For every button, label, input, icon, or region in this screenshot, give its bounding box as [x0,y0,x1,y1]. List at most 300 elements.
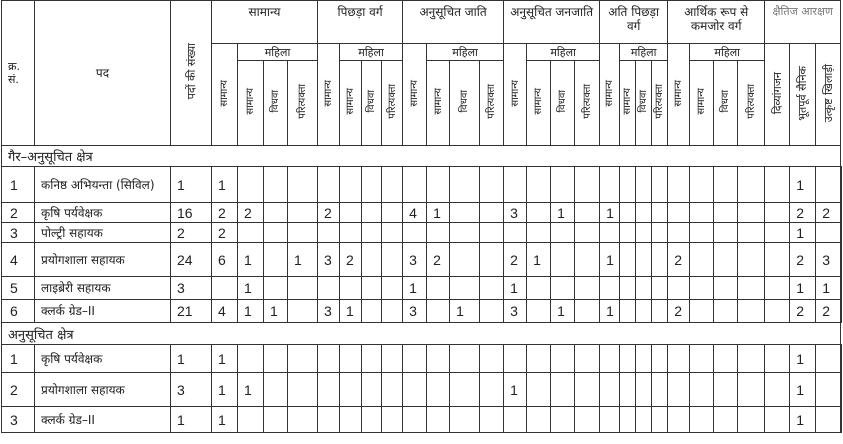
col-mahila: महिला [238,44,318,61]
post-count-cell: 3 [171,277,212,300]
table-row [2,373,842,407]
count-cell [636,223,652,243]
count-cell [668,373,690,407]
count-cell [841,167,842,203]
count-cell [362,407,382,433]
post-cell: प्रयोगशाला सहायक [35,373,171,407]
count-cell [382,373,403,407]
count-cell: 2 [238,203,264,223]
count-cell: 6 [212,243,238,277]
serial-cell: 6 [2,300,35,323]
count-cell [690,345,714,373]
count-cell [264,407,288,433]
count-cell [765,167,790,203]
count-cell [238,407,264,433]
count-cell [450,167,480,203]
count-cell [527,167,551,203]
count-cell: 2 [790,243,816,277]
count-cell [382,223,403,243]
count-cell [362,373,382,407]
count-cell [636,373,652,407]
count-cell [816,223,841,243]
count-cell [765,345,790,373]
count-cell [527,203,551,223]
col-sportsperson: उत्कृष्ट खिलाड़ी [816,44,841,146]
group-general: सामान्य [212,1,318,44]
post-cell: कनिष्ठ अभियन्ता (सिविल) [35,167,171,203]
count-cell: 1 [212,373,238,407]
count-cell: 4 [403,203,427,223]
count-cell [738,345,765,373]
col-abandoned: परित्यक्ता [480,61,504,146]
count-cell [403,345,427,373]
count-cell [450,373,480,407]
count-cell: 2 [668,243,690,277]
post-cell: प्रयोगशाला सहायक [35,243,171,277]
count-cell: 1 [600,243,620,277]
count-cell: 1 [790,345,816,373]
count-cell [714,373,738,407]
count-cell [841,300,842,323]
col-mahila: महिला [340,44,403,61]
col-mahila: महिला [527,44,600,61]
count-cell [480,223,504,243]
table-body [2,146,842,433]
count-cell [841,277,842,300]
count-cell [480,167,504,203]
col-abandoned: परित्यक्ता [575,61,600,146]
count-cell: 1 [600,300,620,323]
count-cell [620,373,636,407]
count-cell [362,203,382,223]
count-cell: 1 [238,300,264,323]
count-cell [620,203,636,223]
count-cell [620,345,636,373]
col-ex-servicemen: भूतपूर्व सैनिक [790,44,816,146]
count-cell: 1 [816,277,841,300]
count-cell [575,407,600,433]
col-samanya: सामान्य [403,44,427,146]
count-cell: 2 [816,203,841,223]
count-cell [690,300,714,323]
count-cell [841,243,842,277]
count-cell [238,167,264,203]
count-cell [620,277,636,300]
col-widow: विधवा [636,61,652,146]
count-cell [527,407,551,433]
count-cell [636,407,652,433]
col-mahila: महिला [690,44,765,61]
count-cell [427,373,450,407]
count-cell: 1 [212,407,238,433]
count-cell [340,167,362,203]
count-cell [738,167,765,203]
count-cell [600,167,620,203]
count-cell [318,373,340,407]
serial-cell: 1 [2,167,35,203]
count-cell [527,373,551,407]
count-cell [714,300,738,323]
count-cell [714,277,738,300]
post-count-header: पदों की संख्या [171,1,212,146]
count-cell [427,223,450,243]
count-cell: 1 [238,277,264,300]
count-cell: 3 [403,300,427,323]
count-cell [636,243,652,277]
count-cell [600,277,620,300]
count-cell [427,300,450,323]
count-cell: 1 [551,300,575,323]
count-cell [636,277,652,300]
count-cell [340,373,362,407]
count-cell [714,407,738,433]
col-mahila: महिला [427,44,504,61]
serial-cell: 5 [2,277,35,300]
count-cell [340,203,362,223]
col-mahila: महिला [620,44,668,61]
count-cell [652,373,668,407]
section-title: गैर–अनुसूचित क्षेत्र [2,146,841,167]
count-cell: 1 [551,203,575,223]
count-cell [318,223,340,243]
count-cell [816,373,841,407]
col-mahila-samanya: सामान्य [238,61,264,146]
count-cell [382,407,403,433]
count-cell [450,345,480,373]
col-samanya: सामान्य [504,44,527,146]
count-cell [340,277,362,300]
count-cell [504,223,527,243]
table-row [2,223,842,243]
count-cell: 1 [600,203,620,223]
count-cell [738,407,765,433]
group-sc: अनुसूचित जाति [403,1,504,44]
count-cell [668,407,690,433]
count-cell [264,203,288,223]
count-cell [690,203,714,223]
count-cell [450,223,480,243]
count-cell [288,203,318,223]
count-cell [450,203,480,223]
section-title: अनुसूचित क्षेत्र [2,323,841,345]
count-cell [765,277,790,300]
post-count-cell: 16 [171,203,212,223]
count-cell [382,277,403,300]
count-cell [362,223,382,243]
serial-cell: 2 [2,203,35,223]
count-cell: 2 [668,300,690,323]
count-cell [504,345,527,373]
count-cell [714,167,738,203]
count-cell: 1 [238,373,264,407]
table-row [2,407,842,433]
col-samanya: सामान्य [600,44,620,146]
count-cell [238,345,264,373]
post-cell: कृषि पर्यवेक्षक [35,203,171,223]
post-count-cell: 1 [171,167,212,203]
count-cell [264,223,288,243]
count-cell [450,277,480,300]
count-cell [841,407,842,433]
count-cell: 1 [427,203,450,223]
count-cell [714,223,738,243]
count-cell [264,167,288,203]
col-abandoned: परित्यक्ता [382,61,403,146]
count-cell [288,373,318,407]
table-row [2,167,842,203]
count-cell [738,373,765,407]
count-cell [738,203,765,223]
table-row [2,243,842,277]
count-cell [340,345,362,373]
count-cell [318,345,340,373]
count-cell [738,277,765,300]
count-cell [668,167,690,203]
count-cell [318,167,340,203]
count-cell [264,345,288,373]
count-cell [620,243,636,277]
count-cell [340,223,362,243]
count-cell: 2 [790,300,816,323]
count-cell [551,243,575,277]
count-cell [480,243,504,277]
count-cell: 1 [504,373,527,407]
count-cell [382,203,403,223]
count-cell [575,345,600,373]
table-row [2,277,842,300]
count-cell [403,167,427,203]
count-cell: 3 [318,243,340,277]
count-cell [362,345,382,373]
count-cell [652,203,668,223]
count-cell: 1 [790,373,816,407]
count-cell [288,223,318,243]
count-cell [288,300,318,323]
count-cell: 3 [504,300,527,323]
count-cell [480,373,504,407]
count-cell [652,243,668,277]
count-cell: 1 [790,277,816,300]
count-cell [841,345,842,373]
count-cell [652,300,668,323]
col-samanya: सामान्य [212,44,238,146]
count-cell [620,167,636,203]
group-backward: पिछड़ा वर्ग [318,1,403,44]
count-cell [450,243,480,277]
count-cell [480,277,504,300]
count-cell [551,167,575,203]
count-cell [841,223,842,243]
count-cell [264,243,288,277]
count-cell [575,277,600,300]
count-cell [551,223,575,243]
post-count-cell: 2 [171,223,212,243]
count-cell [318,407,340,433]
count-cell [636,345,652,373]
count-cell: 2 [318,203,340,223]
count-cell [575,223,600,243]
group-horizontal: क्षैतिज आरक्षण [765,1,841,44]
count-cell [816,407,841,433]
col-mahila-samanya: सामान्य [427,61,450,146]
count-cell [690,277,714,300]
col-widow: विधवा [714,61,738,146]
count-cell: 1 [790,167,816,203]
count-cell: 3 [318,300,340,323]
count-cell [382,345,403,373]
col-abandoned: परित्यक्ता [652,61,668,146]
col-widow: विधवा [450,61,480,146]
count-cell [765,223,790,243]
post-count-cell: 1 [171,407,212,433]
table-row [2,300,842,323]
count-cell [340,407,362,433]
count-cell: 1 [504,277,527,300]
count-cell [652,223,668,243]
count-cell [620,407,636,433]
serial-cell: 2 [2,373,35,407]
count-cell [652,407,668,433]
count-cell [318,277,340,300]
count-cell: 1 [450,300,480,323]
count-cell: 1 [288,243,318,277]
count-cell [575,167,600,203]
count-cell [288,277,318,300]
count-cell [620,300,636,323]
serial-header: क्र. सं. [2,1,35,146]
count-cell: 2 [504,243,527,277]
count-cell: 2 [212,223,238,243]
group-ebc: अति पिछड़ा वर्ग [600,1,668,44]
reservation-table [1,0,842,433]
count-cell [738,300,765,323]
count-cell [238,223,264,243]
count-cell [362,243,382,277]
count-cell [841,373,842,407]
post-header: पद [35,1,171,146]
count-cell [427,167,450,203]
count-cell: 1 [527,243,551,277]
count-cell [362,300,382,323]
count-cell: 1 [212,167,238,203]
col-mahila-samanya: सामान्य [690,61,714,146]
count-cell [450,407,480,433]
post-cell: क्लर्क ग्रेड–II [35,407,171,433]
count-cell [551,345,575,373]
count-cell: 1 [340,300,362,323]
post-cell: लाइब्रेरी सहायक [35,277,171,300]
count-cell [714,243,738,277]
col-widow: विधवा [551,61,575,146]
count-cell [403,223,427,243]
count-cell [527,277,551,300]
count-cell [765,243,790,277]
count-cell [480,203,504,223]
count-cell [288,167,318,203]
count-cell [527,345,551,373]
count-cell [575,300,600,323]
count-cell [480,407,504,433]
count-cell [362,167,382,203]
count-cell [738,243,765,277]
post-cell: क्लर्क ग्रेड–II [35,300,171,323]
count-cell: 1 [403,277,427,300]
post-count-cell: 24 [171,243,212,277]
count-cell: 1 [264,300,288,323]
serial-cell: 3 [2,407,35,433]
count-cell [652,167,668,203]
count-cell [264,277,288,300]
count-cell [816,167,841,203]
count-cell [403,407,427,433]
count-cell [620,223,636,243]
post-count-cell: 3 [171,373,212,407]
col-samanya: सामान्य [318,44,340,146]
count-cell: 2 [816,300,841,323]
count-cell [600,223,620,243]
col-abandoned: परित्यक्ता [738,61,765,146]
count-cell: 4 [212,300,238,323]
serial-cell: 1 [2,345,35,373]
count-cell [765,373,790,407]
count-cell: 1 [238,243,264,277]
col-widow: विधवा [264,61,288,146]
count-cell [765,407,790,433]
count-cell [480,345,504,373]
count-cell: 1 [212,345,238,373]
count-cell [504,407,527,433]
count-cell [636,203,652,223]
table-row [2,203,842,223]
count-cell [551,277,575,300]
count-cell [636,300,652,323]
col-disabled: दिव्यांगजन [765,44,790,146]
count-cell [288,345,318,373]
count-cell [427,277,450,300]
count-cell [527,300,551,323]
count-cell [668,345,690,373]
count-cell [551,407,575,433]
count-cell: 2 [340,243,362,277]
count-cell [288,407,318,433]
count-cell [212,277,238,300]
count-cell [362,277,382,300]
count-cell [504,167,527,203]
count-cell [264,373,288,407]
count-cell [575,243,600,277]
count-cell [690,243,714,277]
group-ews: आर्थिक रूप से कमजोर वर्ग [668,1,765,44]
serial-cell: 3 [2,223,35,243]
count-cell [765,300,790,323]
count-cell [427,407,450,433]
count-cell: 3 [403,243,427,277]
count-cell [690,223,714,243]
count-cell [600,373,620,407]
col-widow: विधवा [362,61,382,146]
count-cell [575,203,600,223]
col-mahila-samanya: सामान्य [340,61,362,146]
count-cell: 2 [427,243,450,277]
count-cell [403,373,427,407]
count-cell: 1 [790,223,816,243]
count-cell: 3 [816,243,841,277]
post-count-cell: 1 [171,345,212,373]
post-cell: कृषि पर्यवेक्षक [35,345,171,373]
post-count-cell: 21 [171,300,212,323]
count-cell [382,167,403,203]
table-row [2,345,842,373]
